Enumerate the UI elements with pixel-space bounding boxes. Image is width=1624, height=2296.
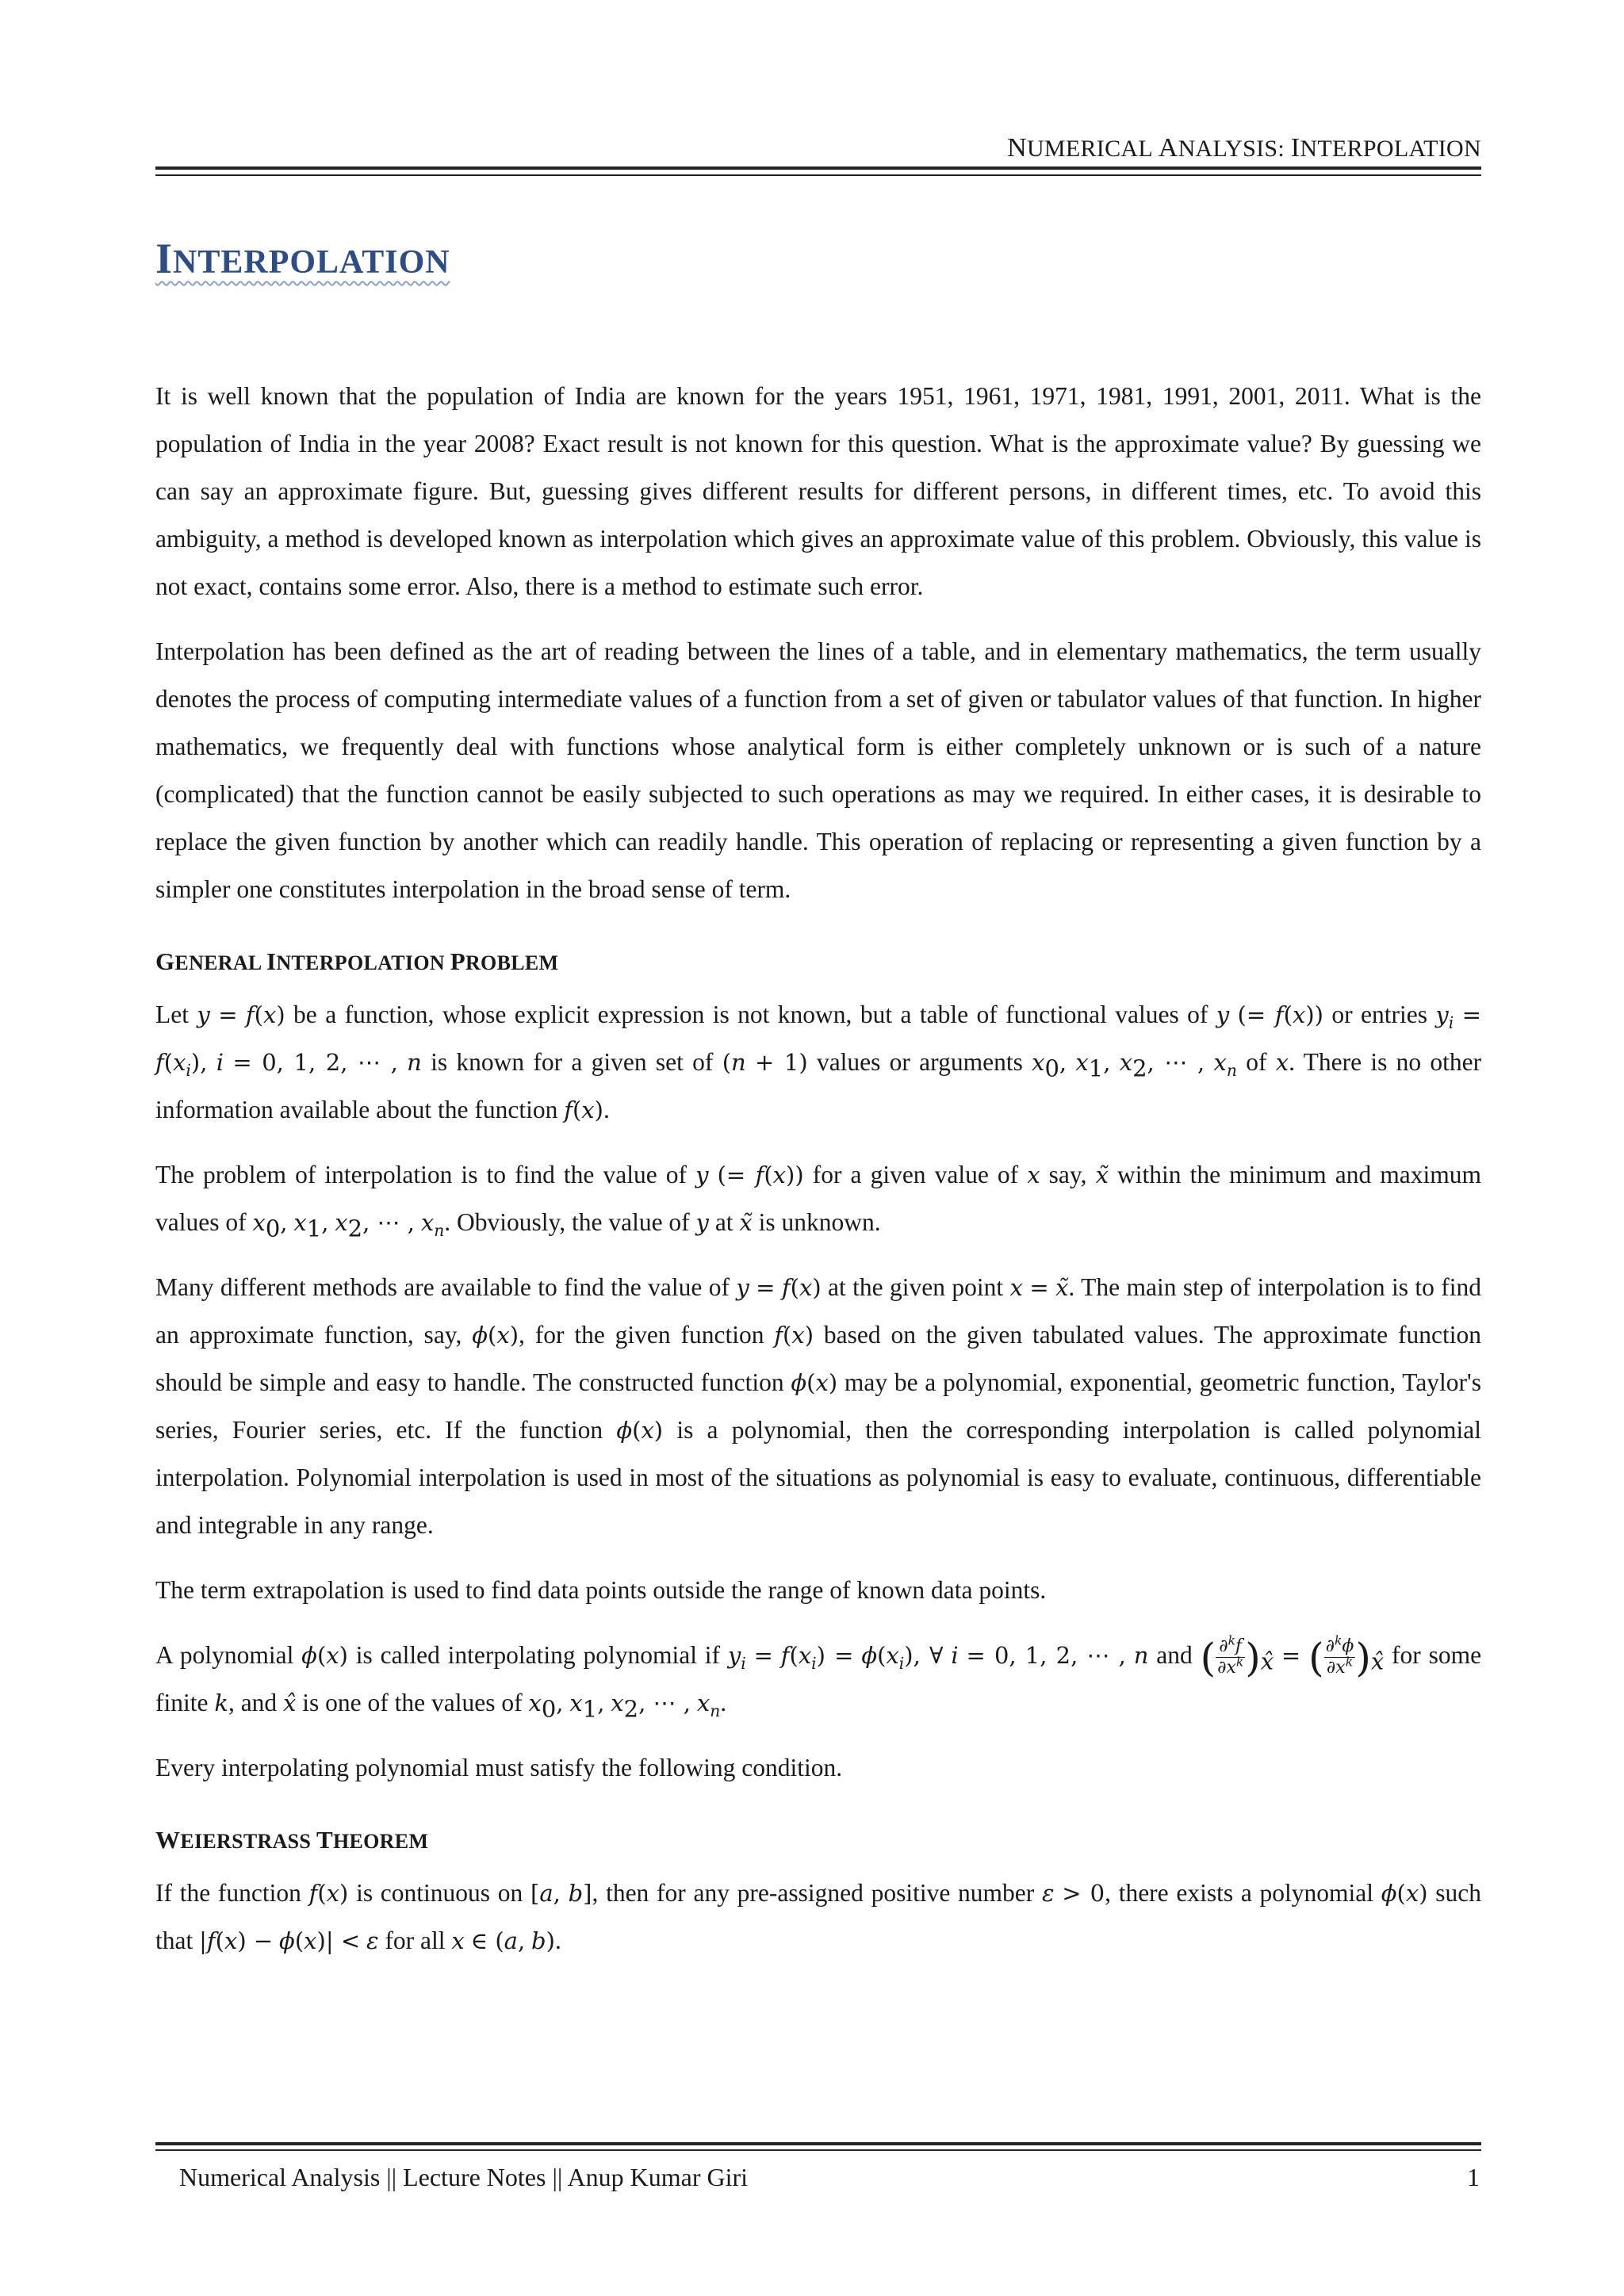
running-head-cap: A	[1158, 133, 1178, 163]
heading-text: EIERSTRASS	[180, 1830, 316, 1853]
heading-cap: G	[155, 947, 175, 975]
footer-text: Numerical Analysis || Lecture Notes || Anup Kumar Giri	[179, 2163, 749, 2191]
paragraph-condition: Every interpolating polynomial must satisfy the following condition.	[155, 1754, 843, 1781]
title-rest: NTERPOLATION	[173, 244, 450, 281]
heading-text: ROBLEM	[465, 951, 559, 974]
main-content	[155, 373, 1481, 1982]
paragraph-extrapolation: The term extrapolation is used to find data points outside the range of known data points.	[155, 1576, 1047, 1604]
paragraph-definition: Interpolation has been defined as the art of reading between the lines of a table, and in elementary mathematics, the term usually denotes the process of computing intermediate values of a function from a set of given or tabulator values of that function. In higher mathematics, we frequently deal with functions whose analytical form is either completely unknown or is such of a nature (complicated) that the function cannot be easily subjected to such operations as may we required. In either cases, it is desirable to replace the given function by another which can readily handle. This operation of replacing or representing a given function by a simpler one constitutes interpolation in the broad sense of term.	[155, 637, 1481, 903]
paragraph-methods: Many different methods are available to find the value of y = f(x) at the given point x = x̃. The main step of interpolation is to find an approximate function, say, ϕ(x), for the given function f(x) based on the given tabulated values. The approximate function should be simple and easy to handle. The constructed function ϕ(x) may be a polynomial, exponential, geometric function, Taylor's series, Fourier series, etc. If the function ϕ(x) is a polynomial, then the corresponding interpolation is called polynomial interpolation. Polynomial interpolation is used in most of the situations as polynomial is easy to evaluate, continuous, differentiable and integrable in any range.	[155, 1273, 1482, 1539]
footer-rule-thick	[155, 2142, 1481, 2145]
header-rule-thick	[155, 166, 1481, 170]
heading-cap: W	[155, 1826, 181, 1854]
running-head-text: NTERPOLATION	[1300, 136, 1481, 162]
page-title	[155, 234, 450, 283]
running-head-text: NALYSIS:	[1178, 136, 1291, 162]
running-head	[1007, 133, 1481, 163]
running-head-cap: N	[1007, 133, 1027, 163]
paragraph-theorem: If the function f(x) is continuous on [a, b], then for any pre-assigned positive number ε > 0, there exists a polynomial ϕ(x) such that |f(x) − ϕ(x)| < ε for all x ∈ (a, b).	[155, 1879, 1482, 1954]
heading-cap: I	[266, 947, 277, 975]
heading-text: HEOREM	[332, 1830, 429, 1853]
header-rule-thin	[155, 174, 1481, 176]
paragraph-interpolating-polynomial: A polynomial ϕ(x) is called interpolating polynomial if $y_i = f(x_i) = \phi(x_i)$, ∀ i = 0, 1, 2, ⋯ , n and ( $\frac{\partial^kf}{\partial x^k}$ )$_{x̂}$ = ( $\frac{\partial^k\phi}{\partial x^k}$ )$_{x̂}$ for some finite k, and x̂ is one of the values of $x_0$, $x_1$, $x_2$, ⋯ , $x_n$.	[155, 1633, 1482, 1723]
heading-text: NTERPOLATION	[276, 951, 450, 974]
page-number: 1	[1467, 2163, 1480, 2191]
paragraph-problem: The problem of interpolation is to find the value of y (= f(x)) for a given value of x say, x̃ within the minimum and maximum values of $x_0$, $x_1$, $x_2$, ⋯ , $x_n$. Obviously, the value of y at x̃ is unknown.	[155, 1161, 1481, 1242]
heading-cap: P	[450, 947, 465, 975]
paragraph-intro: It is well known that the population of India are known for the years 1951, 1961, 1971, 1981, 1991, 2001, 2011. What is the population of India in the year 2008? Exact result is not known for this question. What is the approximate value? By guessing we can say an approximate figure. But, guessing gives different results for different persons, in different times, etc. To avoid this ambiguity, a method is developed known as interpolation which gives an approximate value of this problem. Obviously, this value is not exact, contains some error. Also, there is a method to estimate such error.	[155, 382, 1481, 600]
section-heading-weierstrass-theorem	[155, 1820, 1481, 1862]
running-head-cap: I	[1290, 133, 1300, 163]
paragraph-let: Let y = f(x) be a function, whose explicit expression is not known, but a table of functional values of y (= f(x)) or entries $y_i = f(x_i)$, i = 0, 1, 2, ⋯ , n is known for a given set of (n + 1) values or arguments $x_0$, $x_1$, $x_2$, ⋯ , $x_n$ of x. There is no other information available about the function f(x).	[155, 1001, 1482, 1123]
footer-rule-thin	[155, 2149, 1481, 2151]
heading-cap: T	[316, 1826, 333, 1854]
section-heading-general-interpolation-problem	[155, 942, 1481, 983]
title-cap: I	[155, 235, 174, 282]
heading-text: ENERAL	[174, 951, 266, 974]
running-head-text: UMERICAL	[1026, 136, 1159, 162]
